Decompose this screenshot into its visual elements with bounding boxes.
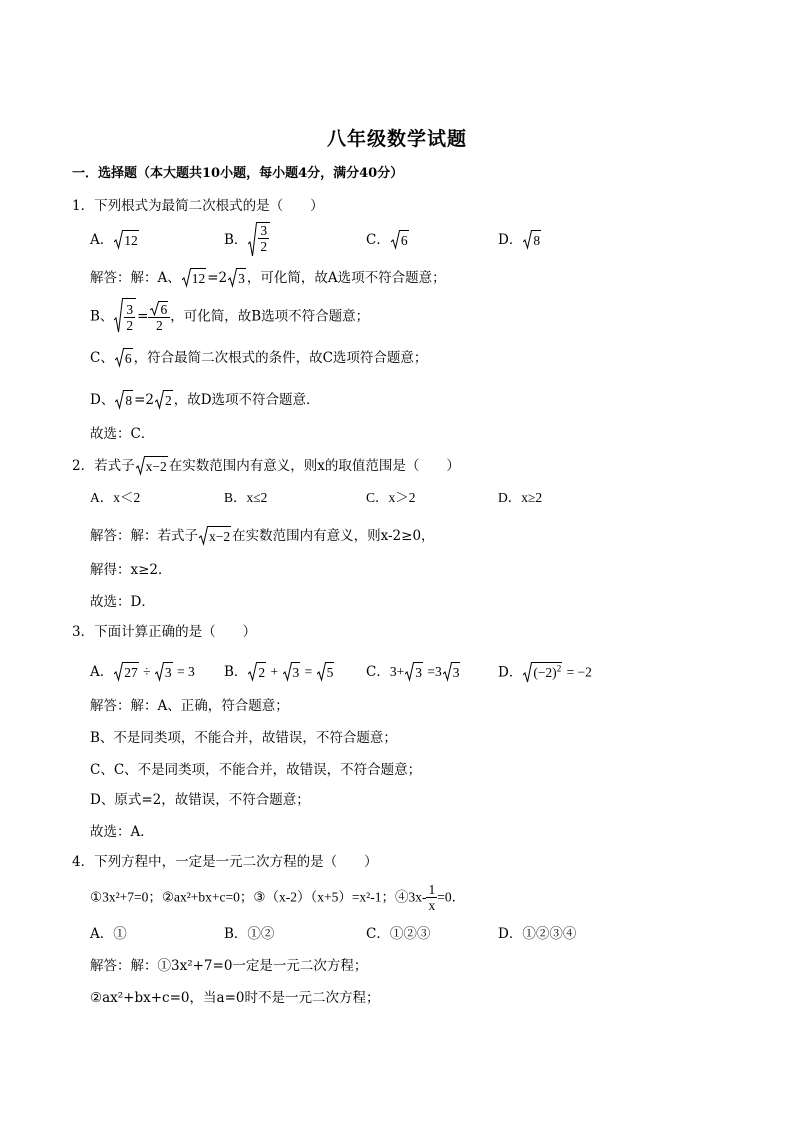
q1-option-d: D． 8 bbox=[498, 230, 542, 251]
q1-solution-line-4: D、 8 =2 2 ，故D选项不符合题意． bbox=[90, 390, 320, 411]
q2-solution-line-2: 解得：x≥2． bbox=[90, 562, 172, 578]
radical: 2 bbox=[248, 662, 266, 683]
q4-solution-line-1: 解答：解：①3x²+7=0一定是一元二次方程； bbox=[90, 958, 368, 974]
radical: 3 bbox=[283, 662, 301, 683]
q2-option-a: A．x＜2 bbox=[90, 490, 141, 505]
q2-answer: 故选：D． bbox=[90, 594, 155, 610]
q3-answer: 故选：A． bbox=[90, 824, 154, 840]
q1-solution-line-1: 解答：解：A、 12 =2 3 ，可化简，故A选项不符合题意； bbox=[90, 268, 446, 289]
q3-option-d: D． $(-2)^2$ = −2 bbox=[498, 662, 592, 684]
q4-option-b: B．①② bbox=[224, 926, 275, 942]
q1-option-b: B． $\frac{3}{2}$ bbox=[224, 222, 271, 258]
q3-option-b: B． 2 + 3 = 5 bbox=[224, 662, 335, 683]
radical: 6 bbox=[391, 230, 409, 251]
radical: $\frac{3}{2}$ bbox=[248, 222, 270, 258]
q1-stem: 1．下列根式为最简二次根式的是（ ） bbox=[72, 198, 324, 214]
radical: 5 bbox=[317, 662, 335, 683]
q1-option-c: C． 6 bbox=[366, 230, 410, 251]
q3-stem: 3．下面计算正确的是（ ） bbox=[72, 624, 257, 640]
radical: 27 bbox=[114, 662, 139, 683]
radical: x−2 bbox=[199, 526, 231, 547]
q1-solution-line-2: B、 $\frac{3}{2}$ = $\frac{6}{2}$ ，可化简，故B选项不符合题意； bbox=[90, 298, 369, 335]
radical: 2 bbox=[155, 390, 173, 411]
q2-option-d: D．x≥2 bbox=[498, 490, 543, 505]
q3-solution-line-4: D、原式=2，故错误，不符合题意； bbox=[90, 792, 310, 808]
q3-option-a: A． 27 ÷ 3 = 3 bbox=[90, 662, 195, 683]
q3-solution-line-3: C、C、不是同类项，不能合并，故错误，不符合题意； bbox=[90, 762, 422, 778]
radical: 6 bbox=[150, 301, 168, 317]
radical: 3 bbox=[405, 662, 423, 683]
q4-stem: 4．下列方程中，一定是一元二次方程的是（ ） bbox=[72, 854, 378, 870]
radical: 8 bbox=[523, 230, 541, 251]
q2-option-b: B．x≤2 bbox=[224, 490, 268, 505]
radical: 12 bbox=[182, 268, 207, 289]
q1-option-a: A． 12 bbox=[90, 230, 140, 251]
radical: $\frac{3}{2}$ bbox=[114, 298, 136, 335]
radical: 3 bbox=[443, 662, 461, 683]
page-title: 八年级数学试题 bbox=[326, 128, 467, 150]
q4-solution-line-2: ②ax²+bx+c=0，当a=0时不是一元二次方程； bbox=[90, 990, 380, 1006]
fraction: $\frac{1}{x}$ bbox=[428, 882, 436, 913]
radical: 3 bbox=[155, 662, 173, 683]
q3-option-c: C．3+ 3 =3 3 bbox=[366, 662, 461, 683]
radical: 3 bbox=[228, 268, 246, 289]
q4-equations: ①3x²+7=0；②ax²+bx+c=0；③（x-2）（x+5）=x²-1；④3x- $\frac{1}{x}$ =0． bbox=[90, 882, 466, 913]
q1-answer: 故选：C． bbox=[90, 426, 155, 442]
radical: 12 bbox=[114, 230, 139, 251]
radical: 6 bbox=[115, 348, 133, 369]
q1-solution-line-3: C、 6 ，符合最简二次根式的条件，故C选项符合题意； bbox=[90, 348, 427, 369]
q4-option-a: A．① bbox=[90, 926, 127, 942]
q2-stem: 2．若式子 x−2 在实数范围内有意义，则x的取值范围是（ ） bbox=[72, 456, 460, 477]
radical: 8 bbox=[115, 390, 133, 411]
q2-solution-line-1: 解答：解：若式子 x−2 在实数范围内有意义，则x-2≥0， bbox=[90, 526, 435, 547]
q2-option-c: C．x＞2 bbox=[366, 490, 416, 505]
radical: x−2 bbox=[136, 456, 168, 477]
q3-solution-line-1: 解答：解：A、正确，符合题意； bbox=[90, 698, 289, 714]
q4-option-c: C．①②③ bbox=[366, 926, 431, 942]
radical: $(-2)^2$ bbox=[523, 662, 562, 684]
q4-option-d: D．①②③④ bbox=[498, 926, 577, 942]
section-heading: 一．选择题（本大题共10小题，每小题4分，满分40分） bbox=[72, 166, 404, 181]
q3-solution-line-2: B、不是同类项，不能合并，故错误，不符合题意； bbox=[90, 730, 397, 746]
